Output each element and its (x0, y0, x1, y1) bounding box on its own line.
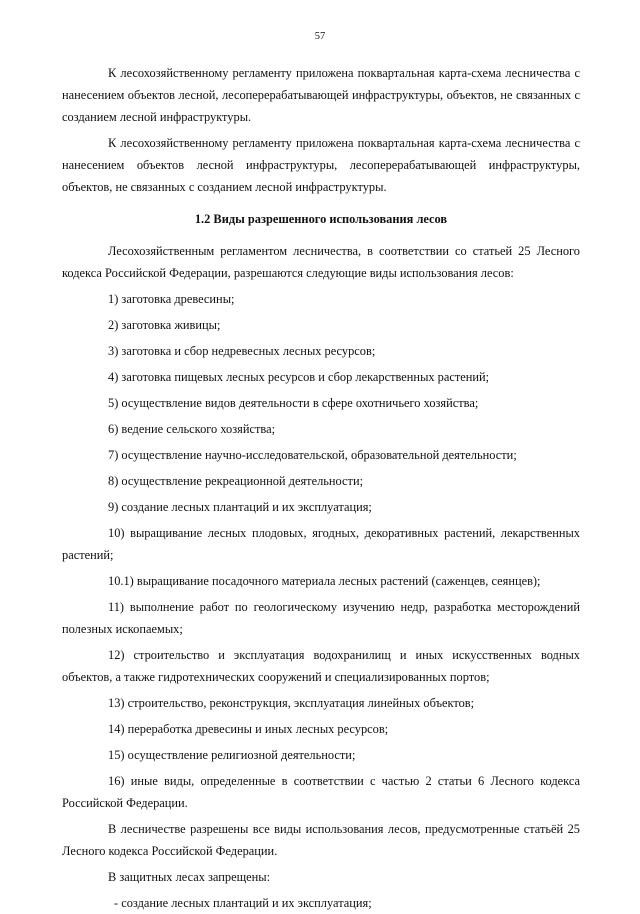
section-heading: 1.2 Виды разрешенного использования лесов (194, 212, 448, 226)
list-item: 12) строительство и эксплуатация водохранилищ и иных искусственных водных объектов, а также гидротехнических сооружений и специализированных портов; (62, 648, 580, 684)
paragraph-map-note-2: К лесохозяйственному регламенту приложена поквартальная карта-схема лесничества с нанесением объектов лесной инфраструктуры, лесоперерабатывающей инфраструктуры, объектов, не связанных с созданием лесной инфраструктуры. (62, 136, 580, 194)
paragraph-closing: В лесничестве разрешены все виды использования лесов, предусмотренные статьёй 25 Лесного кодекса Российской Федерации. (62, 822, 580, 858)
page-number: 57 (314, 31, 326, 42)
list-item: 15) осуществление религиозной деятельности; (108, 748, 356, 762)
list-item: 8) осуществление рекреационной деятельности; (108, 474, 364, 488)
list-item: 14) переработка древесины и иных лесных ресурсов; (108, 722, 389, 736)
list-item: 11) выполнение работ по геологическому изучению недр, разработка месторождений полезных ископаемых; (62, 600, 580, 636)
list-item: 5) осуществление видов деятельности в сфере охотничьего хозяйства; (108, 396, 479, 410)
list-item: 1) заготовка древесины; (108, 292, 235, 306)
paragraph-map-note-1: К лесохозяйственному регламенту приложена поквартальная карта-схема лесничества с нанесением объектов лесной, лесоперерабатывающей инфраструктуры, объектов, не связанных с созданием лесной инфраструктуры. (62, 66, 580, 124)
list-item: 10.1) выращивание посадочного материала лесных растений (саженцев, сеянцев); (108, 574, 541, 588)
list-item: 10) выращивание лесных плодовых, ягодных, декоративных растений, лекарственных растений; (62, 526, 580, 562)
paragraph-intro: Лесохозяйственным регламентом лесничества, в соответствии со статьей 25 Лесного кодекса Российской Федерации, разрешаются следующие виды использования лесов: (62, 244, 580, 280)
list-item: 7) осуществление научно-исследовательской, образовательной деятельности; (108, 448, 517, 462)
paragraph-protective-heading: В защитных лесах запрещены: (108, 870, 271, 884)
list-item: 9) создание лесных плантаций и их эксплуатация; (108, 500, 372, 514)
list-item: 13) строительство, реконструкция, эксплуатация линейных объектов; (108, 696, 475, 710)
page-content (62, 62, 580, 914)
list-item: 6) ведение сельского хозяйства; (108, 422, 276, 436)
list-item: 4) заготовка пищевых лесных ресурсов и сбор лекарственных растений; (108, 370, 490, 384)
list-item: 2) заготовка живицы; (108, 318, 221, 332)
list-item: 16) иные виды, определенные в соответствии с частью 2 статьи 6 Лесного кодекса Российской Федерации. (62, 774, 580, 810)
list-item: - создание лесных плантаций и их эксплуатация; (114, 896, 372, 910)
list-item: 3) заготовка и сбор недревесных лесных ресурсов; (108, 344, 376, 358)
